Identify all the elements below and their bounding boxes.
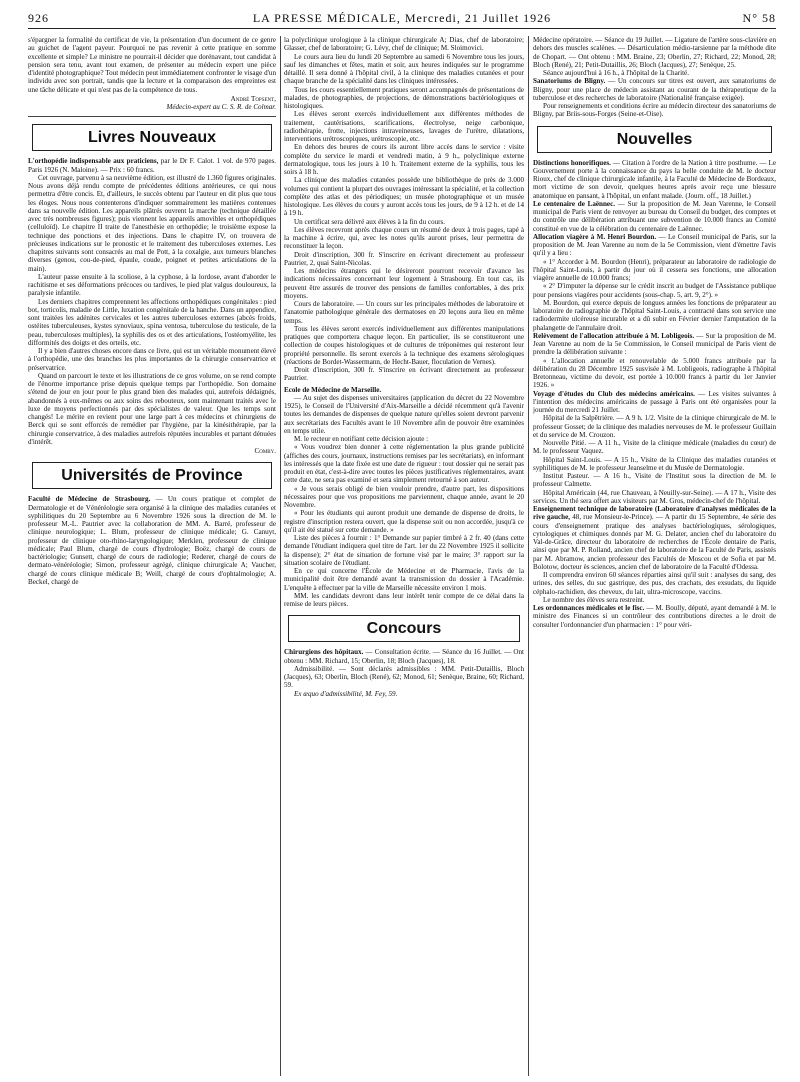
laennec-entry <box>533 200 776 233</box>
marseille-paragraph: Liste des pièces à fournir : 1° Demande sur papier timbré à 2 fr. 40 (dans cette demande l'étudiant indiquera quel titre de l'art. 1er du 22 Novembre 1925 il sollicite la dispense); 2° état de situation de fortune visé par le maire; 3° rapport sur la situation scolaire de l'étudiant. <box>284 534 524 567</box>
article-paragraph: En dehors des heures de cours ils auront libre accès dans le service : visite complète du service le mardi et vendredi matin, à 9 h., polyclinique externe dermatologique, tous les jours à 10 h. Traitement externe de la syphilis, tous les soirs à 18 h. <box>284 143 524 176</box>
section-title-concours: Concours <box>366 620 442 638</box>
journal-title: LA PRESSE MÉDICALE, Mercredi, 21 Juillet 1926 <box>252 11 552 25</box>
bourdon-paragraph: « 2° D'imputer la dépense sur le crédit inscrit au budget de l'Assistance publique pour pensions viagères pour accidents (sous-chap. 5, art. 9, 2°). » <box>533 282 776 299</box>
article-paragraph: Tous les cours essentiellement pratiques seront accompagnés de présentations de malades, de photographies, de projections, de démonstrations bactériologiques et histologiques. <box>284 85 524 110</box>
article-paragraph: Les élèves recevront après chaque cours un résumé de deux à trois pages, tapé à la machine à écrire, qui, avec les notes qu'ils auront prises, leur permettra de reconstituer la leçon. <box>284 225 524 251</box>
marseille-paragraph: « Je vous serais obligé de bien vouloir prendre, d'autre part, les dispositions nécessaires pour que vos propositions me parviennent, chaque année, avant le 20 Novembre. <box>284 484 524 509</box>
book-paragraph: Les derniers chapitres comprennent les affections orthopédiques congénitales : pied bot, torticolis, maladie de Little, luxation congénitale de la hanche. Dans un appendice, sont traitées les adénites cervicales et les autres tuberculoses externes (abcès froids, ostéites tuberculeuses, kystes synoviaux, spina ventosa, tuberculose du testicule, de la peau, tuberculoses multiples), la syphilis des os et des articulations, l'ostéomyélite, les difformités des doigts et des orteils, etc. <box>28 297 276 347</box>
ex-aequo-text: Ex æquo d'admissibilité, M. Fey, 59. <box>294 689 398 698</box>
bourdon-text: — Le Conseil municipal de Paris, sur la proposition de M. Jean Varenne au nom de la 5e Commission, vient d'émettre l'avis qu'il y a lieu : <box>533 232 776 258</box>
bligny-entry <box>533 77 776 102</box>
article-paragraph: la polyclinique urologique à la clinique chirurgicale A; Dias, chef de laboratoire; Glasser, chef de laboratoire; G. Lévy, chef de clinique; M. Sloimovici. <box>284 36 524 53</box>
bourdon-entry <box>533 233 776 258</box>
section-title-nouvelles: Nouvelles <box>616 130 693 148</box>
distinctions-entry <box>533 159 776 200</box>
enseignement-title: Enseignement technique de laboratoire (Laboratoire d'analyses médicales de la rive gauche, <box>533 505 776 522</box>
voyage-paragraph: Hôpital Américain (44, rue Chauveau, à Neuilly-sur-Seine). — A 17 h., Visite des services. Un thé sera offert aux visiteurs par M. Gros, médecin-chef de l'hôpital. <box>533 488 776 505</box>
article-paragraph: Tous les élèves seront exercés individuellement aux différentes manipulations pratiques que comportera chaque leçon. En particulier, ils se constitueront une collection de coupes histologiques et de cultures de tréponèmes qui resteront leur propriété personnelle. Ils seront exercés à la technique des examens sérologiques (réactions de Bordet-Wassermann, de Hecht-Bauer, floculation de Vernes). <box>284 324 524 366</box>
book-paragraph: Quand on parcourt le texte et les illustrations de ce gros volume, on se rend compte de l'énorme importance prise depuis quelque temps par l'orthopédie. Son domaine s'étend de jour en jour pour le plus grand bien des malades qui, autrefois dédaignés, abandonnés à eux-mêmes ou aux soins des rebouteux, sont maintenant traités avec le luxe de moyens perfectionnés par des spécialistes de valeur. Que les temps sont changés! Le mérite en revient pour une large part à ces médecins et chirurgiens de Berck qui se sont efforcés de remédier par l'hygiène, par la kinésithérapie, par la chirurgie conservatrice, à des maladies autrefois réputées incurables et partant dénuées d'intérêt. <box>28 371 276 446</box>
chirurgiens-title: Chirurgiens des hôpitaux. <box>284 648 364 657</box>
distinctions-title: Distinctions honorifiques. <box>533 158 611 167</box>
section-heading-box <box>32 462 272 489</box>
column-right <box>533 36 776 1076</box>
intro-paragraph: s'épargner la formalité du certificat de vie, la présentation d'un document de ce genre au guichet de l'agent payeur. Pourquoi ne pas revenir à cette pratique en somme excellente et simple? Le ministre ne pourrait-il décider que dorénavant, tout candidat à pension sera tenu, avant tout examen, de présenter au médecin expert une pièce d'identité photographique? Tout médecin peut immédiatement confronter le visage d'un individu avec son portrait, tandis que la lecture et la comparaison des empreintes est une tâche délicate et qui n'est pas de la compétence de tous. <box>28 36 276 94</box>
bourdon-title: Allocation viagère à M. Henri Bourdon. <box>533 232 657 241</box>
article-paragraph: Droit d'inscription, 300 fr. S'inscrire en écrivant directement au professeur Pautrier, 2, quai Saint-Nicolas. <box>284 250 524 267</box>
marseille-paragraph: « Pour les étudiants qui auront produit une demande de dispense de droits, le registre d'inscription restera ouvert, que la dispense soit ou non accordée, jusqu'à ce qu'il ait été statué sur cette demande. » <box>284 509 524 534</box>
book-paragraph: Il y a bien d'autres choses encore dans ce livre, qui est un véritable monument élevé à l'orthopédie, une des branches les plus importantes de la chirurgie conservatrice et préservatrice. <box>28 347 276 372</box>
lobligeois-title: Relèvement de l'allocation attribuée à M. Lobligeois. <box>533 331 695 340</box>
bourdon-paragraph: M. Bourdon, qui exerce depuis de longues années les fonctions de préparateur au laboratoire de radiographie de l'hôpital Saint-Louis, a contracté dans son service une radiodermite ulcéreuse incurable et a dû subir en Février dernier l'amputation de la phalangette de l'annulaire droit. <box>533 298 776 332</box>
chirurgiens-entry <box>284 648 524 665</box>
book-entry <box>28 157 276 174</box>
column-middle <box>284 36 524 1076</box>
article-paragraph: Cours de laboratoire. — Un cours sur les principales méthodes de laboratoire et l'anatomie pathologique générale des dermatoses en 20 leçons aura lieu en même temps. <box>284 300 524 325</box>
ordonnances-entry <box>533 604 776 629</box>
article-paragraph: Droit d'inscription, 300 fr. S'inscrire en écrivant directement au professeur Pautrier. <box>284 366 524 383</box>
page-header <box>28 10 776 29</box>
chirurgiens-text: — Consultation écrite. — Séance du 16 Juillet. — Ont obtenu : MM. Richard, 15; Oberlin, 18; Bloch (Jacques), 18. <box>284 648 524 665</box>
enseignement-paragraph: Il comprendra environ 60 séances réparties ainsi qu'il suit : analyses du sang, des urines, des selles, du suc gastrique, des pus, des crachats, des exsudats, du liquide céphalo-rachidien, des cheveux, du lait, ultra-microscope, vaccins. <box>533 571 776 596</box>
book-meta: par le Dr F. Calot. 1 vol. de 970 pages. Paris 1926 (N. Maloine). — Prix : 60 francs. <box>28 157 276 174</box>
strasbourg-entry <box>28 495 276 586</box>
ordonnances-text: — M. Boully, député, ayant demandé à M. le ministre des Finances si un contrôleur des contributions directes a le droit de consulter l'ordonnancier d'un pharmacien : 1° pour véri- <box>533 604 776 629</box>
divider <box>28 116 276 117</box>
medecine-operatoire-text: Médecine opératoire. — Séance du 19 Juillet. — Ligature de l'artère sous-clavière en dehors des muscles scalènes. — Désarticulation médio-tarsienne par la méthode dite de Chopart. — Ont obtenu : MM. Braine, 23; Oberlin, 27; Richard, 22; Monod, 28; Bloch (René), 21; Petit-Dutaillis, 26; Bloch (Jacques), 27; Senèque, 25. <box>533 36 776 69</box>
laennec-text: — Sur la proposition de M. Jean Varenne, le Conseil municipal de Paris vient de renvoyer au bureau du Conseil du budget, des comptes et du contrôle une délibération attribuant une subvention de 10.000 francs au Comité constitué en vue de la célébration du centenaire de Laënnec. <box>533 199 776 233</box>
section-title-universites: Universités de Province <box>61 467 243 485</box>
voyage-paragraph: Nouvelle Pitié. — A 11 h., Visite de la clinique médicale (maladies du cœur) de M. le professeur Vaquez. <box>533 439 776 456</box>
book-paragraph: L'auteur passe ensuite à la scoliose, à la cyphose, à la lordose, avant d'aborder le rachitisme et ses déformations précoces ou tardives, le pied plat valgus douloureux, la paralysie infantile. <box>28 272 276 298</box>
section-heading-box <box>288 615 520 642</box>
distinctions-text: — Citation à l'ordre de la Nation à titre posthume. — Le Gouvernement porte à la connaissance du pays la belle conduite de M. le docteur Rioux, chef de clinique chirurgicale infantile, à la Faculté de Médecine de Bordeaux, mort victime de son devoir, quelques heures après avoir reçu une blessure anatomique en pansant, à l'hôpital, un enfant malade. (Journ. off., 18 Juillet.) <box>533 158 776 200</box>
voyage-paragraph: Institut Pasteur. — A 16 h., Visite de l'Institut sous la direction de M. le professeur Calmette. <box>533 472 776 489</box>
ordonnances-title: Les ordonnances médicales et le fisc. <box>533 604 645 612</box>
enseignement-paragraph: Le nombre des élèves sera restreint. <box>543 595 645 604</box>
article-paragraph: La clinique des maladies cutanées possède une bibliothèque de près de 3.000 volumes qui contient la plupart des ouvrages intéressant la spécialité, et la collection complète des atlas et des périodiques; un musée photographique et un musée histologique. Les élèves du cours y auront accès tous les jours, de 9 à 12 h. et de 14 à 19 h. <box>284 176 524 218</box>
lobligeois-entry <box>533 332 776 357</box>
article-paragraph: Les élèves seront exercés individuellement aux différentes méthodes de traitement, cautérisations, scarifications, électrolyse, neige carbonique, radiothérapie, frotte, injections intraveineuses, lavages de l'urètre, dilatations, interventions urétroscopiques, urétroscopie, etc. <box>284 110 524 143</box>
lobligeois-paragraph: « L'allocation annuelle et renouvelable de 5.000 francs attribuée par la délibération du 28 Décembre 1925 susvisée à M. Lobligeois, radiographe à l'hôpital Bretonneau, victime du devoir, est portée à 10.000 francs à partir du 1er Janvier 1926. » <box>533 356 776 390</box>
marseille-paragraph: MM. les candidats devront dans leur intérêt tenir compte de ce délai dans la remise de leurs pièces. <box>284 591 524 608</box>
article-paragraph: Un certificat sera délivré aux élèves à la fin du cours. <box>294 217 446 226</box>
admissibilite-text: Admissibilité. — Sont déclarés admissibles : MM. Petit-Dutaillis, Bloch (Jacques), 63; Oberlin, Bloch (René), 62; Monod, 61; Senèque, Braine, 60; Richard, 59. <box>284 664 524 690</box>
signature: André Topsent, <box>230 94 276 103</box>
voyage-text: — Les visites suivantes à l'intention des médecins américains de passage à Paris ont été organisées pour la journée du mercredi 21 Juillet. <box>533 389 776 414</box>
enseignement-entry <box>533 505 776 571</box>
book-title: L'orthopédie indispensable aux praticiens, <box>28 157 159 166</box>
voyage-title: Voyage d'études du Club des médecins américains. <box>533 389 695 398</box>
seance-text: Séance aujourd'hui à 16 h., à l'hôpital de la Charité. <box>543 69 689 77</box>
signature-role: Médecin-expert au C. S. R. de Colmar. <box>166 103 276 111</box>
article-paragraph: Le cours aura lieu du lundi 20 Septembre au samedi 6 Novembre tous les jours, sauf les dimanches et fêtes, matin et soir, aux heures indiquées sur le programme détaillé. Il sera donné à l'hôpital civil, à la clinique des maladies cutanées et pour chaque branche de la spécialité dans les cliniques intéressées. <box>284 52 524 86</box>
bligny-text-2: Pour renseignements et conditions écrire au médecin directeur des sanatoriums de Bligny, par Briis-sous-Forges (Seine-et-Oise). <box>533 102 776 119</box>
laennec-title: Le centenaire de Laënnec. <box>533 199 616 208</box>
marseille-paragraph: — Au sujet des dispenses universitaires (application du décret du 22 Novembre 1925), le Conseil de l'Université d'Aix-Marseille a décidé récemment qu'à l'avenir toutes les demandes de dispenses de quelque nature qu'elles soient devront parvenir aux secrétariats des Facultés avant le 10 Novembre afin de pouvoir être examinées en temps utile. <box>284 393 524 435</box>
voyage-paragraph: Hôpital Saint-Louis. — A 15 h., Visite de la Clinique des maladies cutanées et syphilitiques de M. le professeur Jeanselme et du Musée de Dermatologie. <box>533 455 776 472</box>
column-divider <box>528 36 529 1076</box>
column-divider <box>280 36 281 1076</box>
bligny-text: — Un concours sur titres est ouvert, aux sanatoriums de Bligny, pour une place de médecin assistant au courant de la thérapeutique de la tuberculose et des recherches de laboratoire (Nationalité française exigée). <box>533 77 776 102</box>
marseille-paragraph: M. le recteur en notifiant cette décision ajoute : <box>294 435 429 443</box>
marseille-paragraph: En ce qui concerne l'École de Médecine et de Pharmacie, l'avis de la municipalité doit être demandé avant la transmission du dossier à l'Académie. L'enquête à effectuer par la ville de Marseille nécessite environ 1 mois. <box>284 567 524 592</box>
strasbourg-title: Faculté de Médecine de Strasbourg. <box>28 495 151 504</box>
lobligeois-text: — Sur la proposition de M. Jean Varenne au nom de la 5e Commission, le Conseil municipal de Paris vient de prendre la délibération suivante : <box>533 331 776 357</box>
article-paragraph: Les médecins étrangers qui le désireront pourront recevoir d'avance les indications nécessaires concernant leur logement à Strasbourg. En tout cas, ils peuvent être assurés de trouver des pensions de familles confortables, à des prix moyens. <box>284 267 524 300</box>
section-title-livres: Livres Nouveaux <box>87 129 217 147</box>
voyage-paragraph: Hôpital de la Salpêtrière. — A 9 h. 1/2. Visite de la clinique chirurgicale de M. le professeur Gosset; de la clinique des maladies nerveuses de M. le professeur Guillain et du service de M. Crouzon. <box>533 414 776 439</box>
issue-number: N° 58 <box>742 11 776 25</box>
voyage-entry <box>533 390 776 415</box>
enseignement-text: 48, rue Monsieur-le-Prince). — A partir du 15 Septembre, 4e série des cours d'enseignement pratique des analyses bactériologiques, sérologiques, cytologiques et chimiques donnés par M. G. Delater, ancien chef du laboratoire du Val-de-Grâce, directeur du laboratoire de recherches de l'École dentaire de Paris, ainsi que par M. P. Rolland, ancien chef de laboratoire de la Faculté de Paris, assistés par M. Abramow, ancien professeur des Facultés de Moscou et de Sofia et par M. Bolotow, docteur ès sciences, ancien chef de laboratoire de la Faculté d'Odessa. <box>533 513 776 571</box>
section-heading-box <box>537 126 772 153</box>
bourdon-paragraph: « 1° Accorder à M. Bourdon (Henri), préparateur au laboratoire de radiologie de l'hôpital Saint-Louis, à partir du jour où il cessera ses fonctions, une allocation viagère annuelle de 10.000 francs; <box>533 257 776 282</box>
book-signature: Comby. <box>254 447 276 455</box>
book-paragraph: Cet ouvrage, parvenu à sa neuvième édition, est illustré de 1.360 figures originales. Nous avons déjà rendu compte de précédentes éditions antérieures, ce qui nous permettra d'être concis. Et, d'ailleurs, le succès obtenu par l'auteur en dit plus que tous les éloges. Nous nous contenterons d'indiquer sommairement les matières contenues dans sa nouvelle édition. Les appareils plâtrés ouvrent la marche (technique détaillée avec très nombreuses figures); puis viennent les appareils amovibles et orthopédiques (celluloïd). Le chapitre II traite de l'anesthésie en orthopédie; le troisième expose la technique des ponctions et des injections. Dans le chapitre IV, on trouvera de précieuses indications sur le pronostic et le traitement des tuberculoses externes. Les chapitres suivants sont consacrés au mal de Pott, à la coxalgie, aux tumeurs blanches diverses (genou, cou-de-pied, épaule, coude, poignet et petites articulations de la main). <box>28 173 276 273</box>
marseille-title: Ecole de Médecine de Marseille. <box>284 385 382 394</box>
column-left <box>28 36 276 1076</box>
bligny-title: Sanatoriums de Bligny. <box>533 77 606 86</box>
section-heading-box <box>32 124 272 151</box>
strasbourg-text: — Un cours pratique et complet de Dermatologie et de Vénéréologie sera organisé à la clinique des maladies cutanées et syphilitiques du 20 Septembre au 6 Novembre 1926 sous la direction de M. le professeur M.-L. Pautrier avec la collaboration de MM. A. Barré, professeur de clinique neurologique; L. Blum, professeur de clinique médicale; G. Canuyt, professeur de clinique oto-rhino-laryngologique; Merklen, professeur de clinique médicale; Paul Blum, chargé de cours d'hydrologie; Boëz, chargé de cours de bactériologie; Gunsett, chargé de cours de radiologie; Rederer, chargé de cours de dermato-vénéréologie; Simon, professeur agrégé, clinique chirurgicale A; Vaucher, chargé de cours clinique médicale B; Weill, chargé de cours d'ophtalmologie; A. Beckel, chargé de <box>28 495 276 586</box>
marseille-paragraph: « Vous voudrez bien donner à cette réglementation la plus grande publicité (affiches des cours, journaux, instructions remises par les secrétariats), en informant les intéressés que la date fixée est une date de rigueur : tout dossier qui ne serait pas produit en état, c'est-à-dire avec toutes les pièces justificatives réglementaires, avant cette date, ne sera pas examiné et sera simplement retourné à son auteur. <box>284 443 524 485</box>
page-number: 926 <box>28 11 49 25</box>
